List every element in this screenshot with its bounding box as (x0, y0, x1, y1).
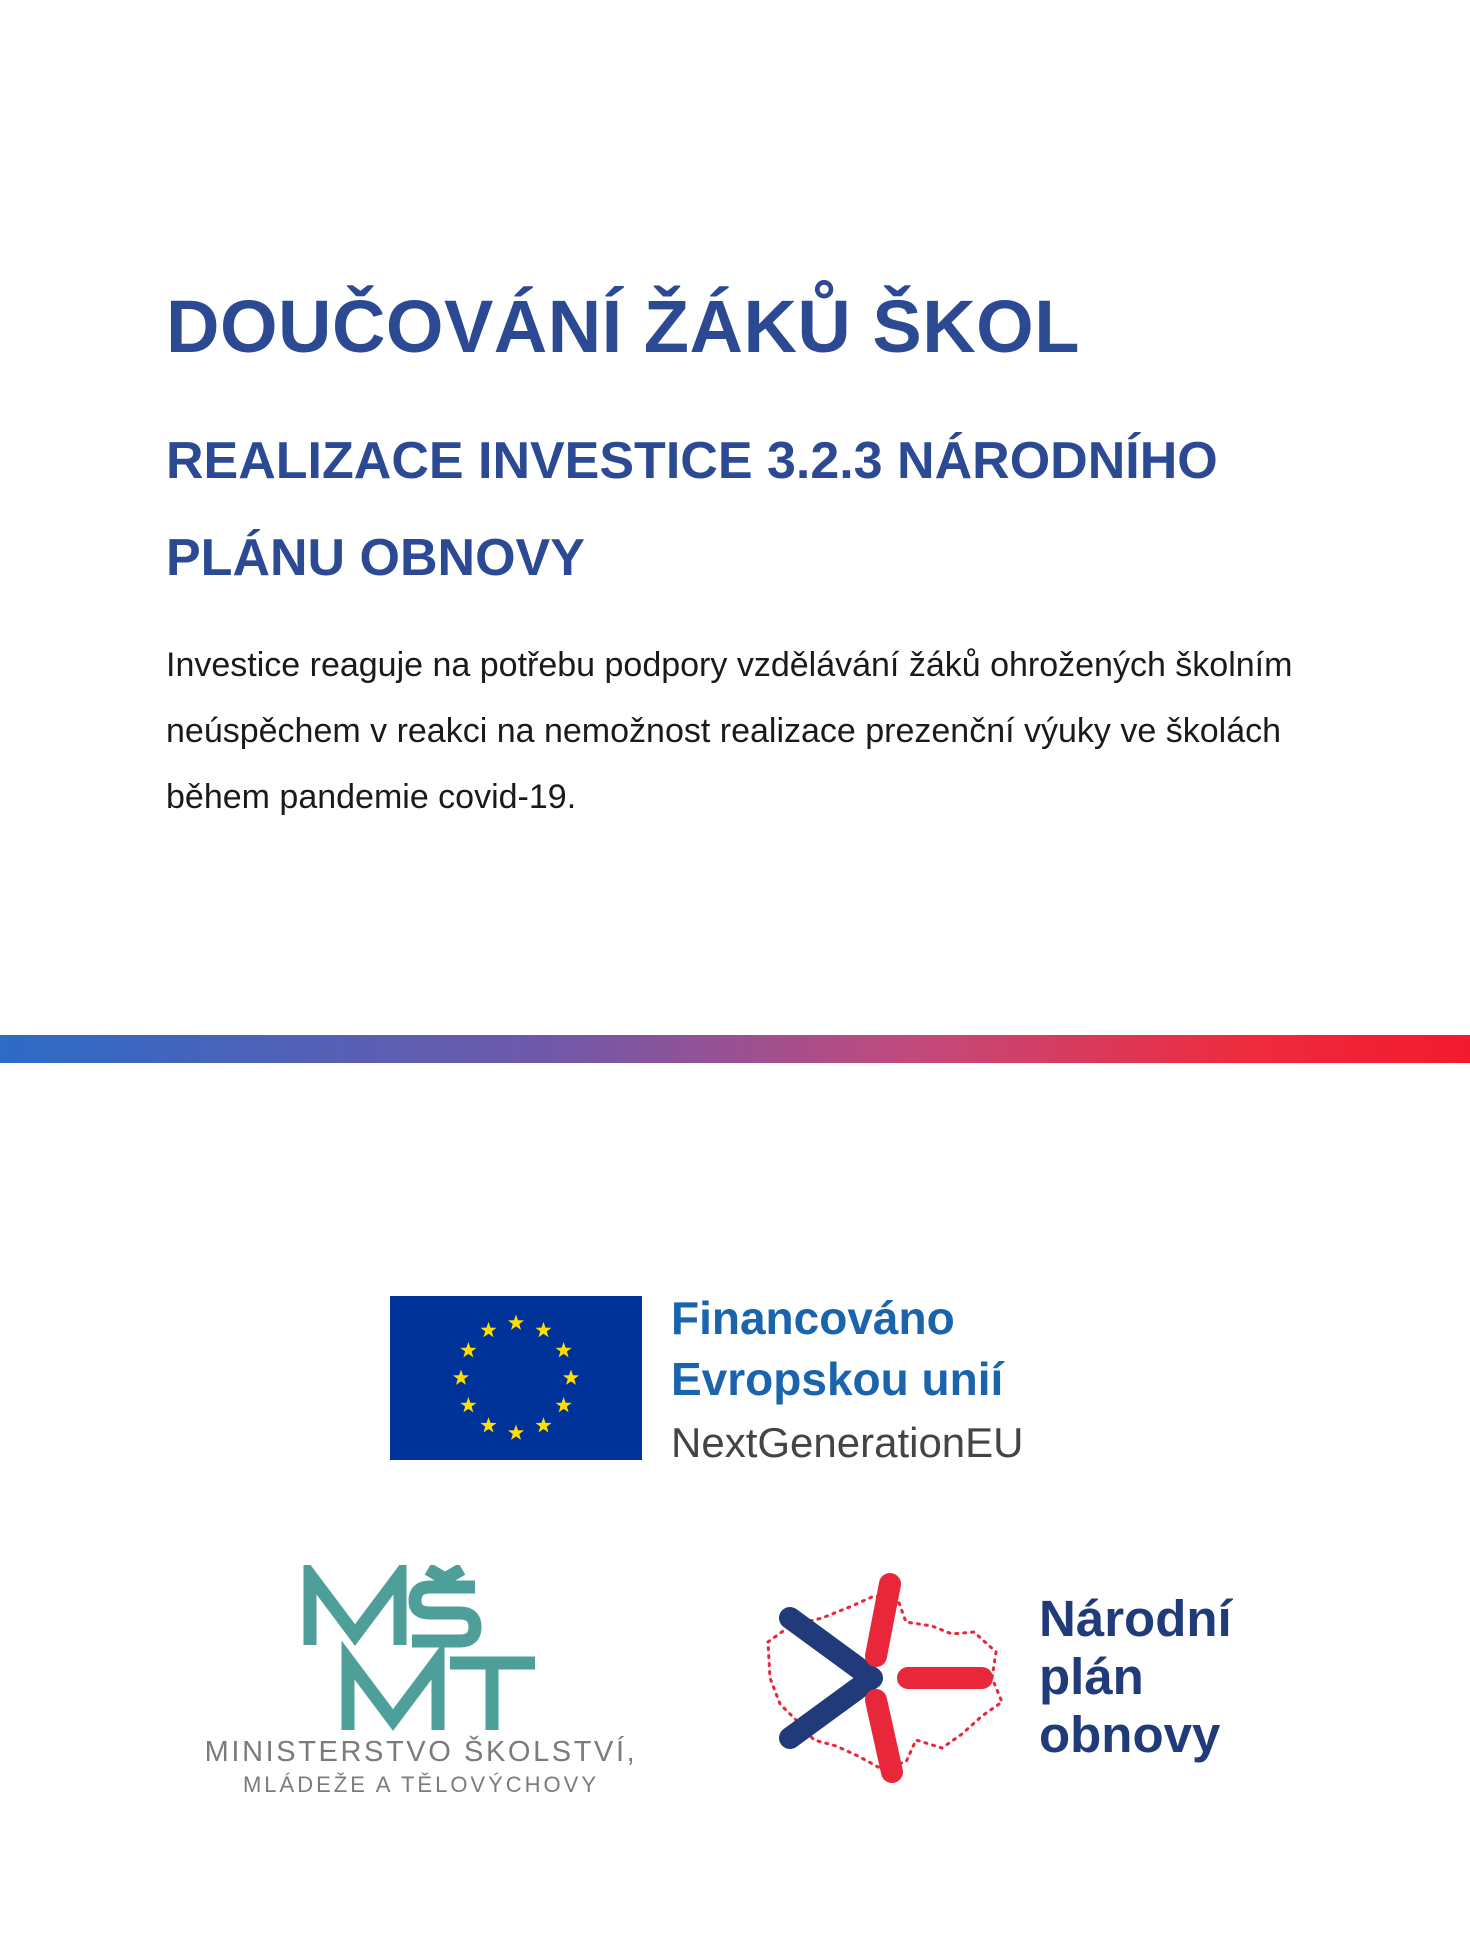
intro-paragraph: Investice reaguje na potřebu podpory vzdělávání žáků ohrožených školním neúspěchem v reakci na nemožnost realizace prezenční výuky ve školách během pandemie covid-19. (166, 646, 1293, 816)
npo-line-3: obnovy (1039, 1706, 1221, 1763)
msmt-line-1: MINISTERSTVO ŠKOLSTVÍ, (204, 1736, 638, 1768)
eu-flag-icon (390, 1296, 642, 1460)
eu-funding-line-1: Financováno (671, 1292, 955, 1344)
msmt-line-2: MLÁDEŽE A TĚLOVÝCHOVY (242, 1772, 600, 1797)
narodni-plan-obnovy-icon (756, 1570, 1016, 1786)
gradient-divider (0, 1035, 1470, 1063)
page-subtitle: REALIZACE INVESTICE 3.2.3 NÁRODNÍHO PLÁNU OBNOVY (166, 432, 1218, 587)
npo-line-2: plán (1039, 1648, 1144, 1705)
msmt-monogram-icon (300, 1565, 540, 1735)
npo-wordmark (1039, 1590, 1232, 1764)
npo-line-1: Národní (1039, 1590, 1232, 1647)
page-title: DOUČOVÁNÍ ŽÁKŮ ŠKOL (166, 285, 1080, 368)
eu-funding-text (671, 1288, 1024, 1476)
eu-nextgeneration-label: NextGenerationEU (671, 1419, 1024, 1466)
msmt-wordmark (186, 1733, 656, 1799)
eu-funding-line-2: Evropskou unií (671, 1353, 1004, 1405)
